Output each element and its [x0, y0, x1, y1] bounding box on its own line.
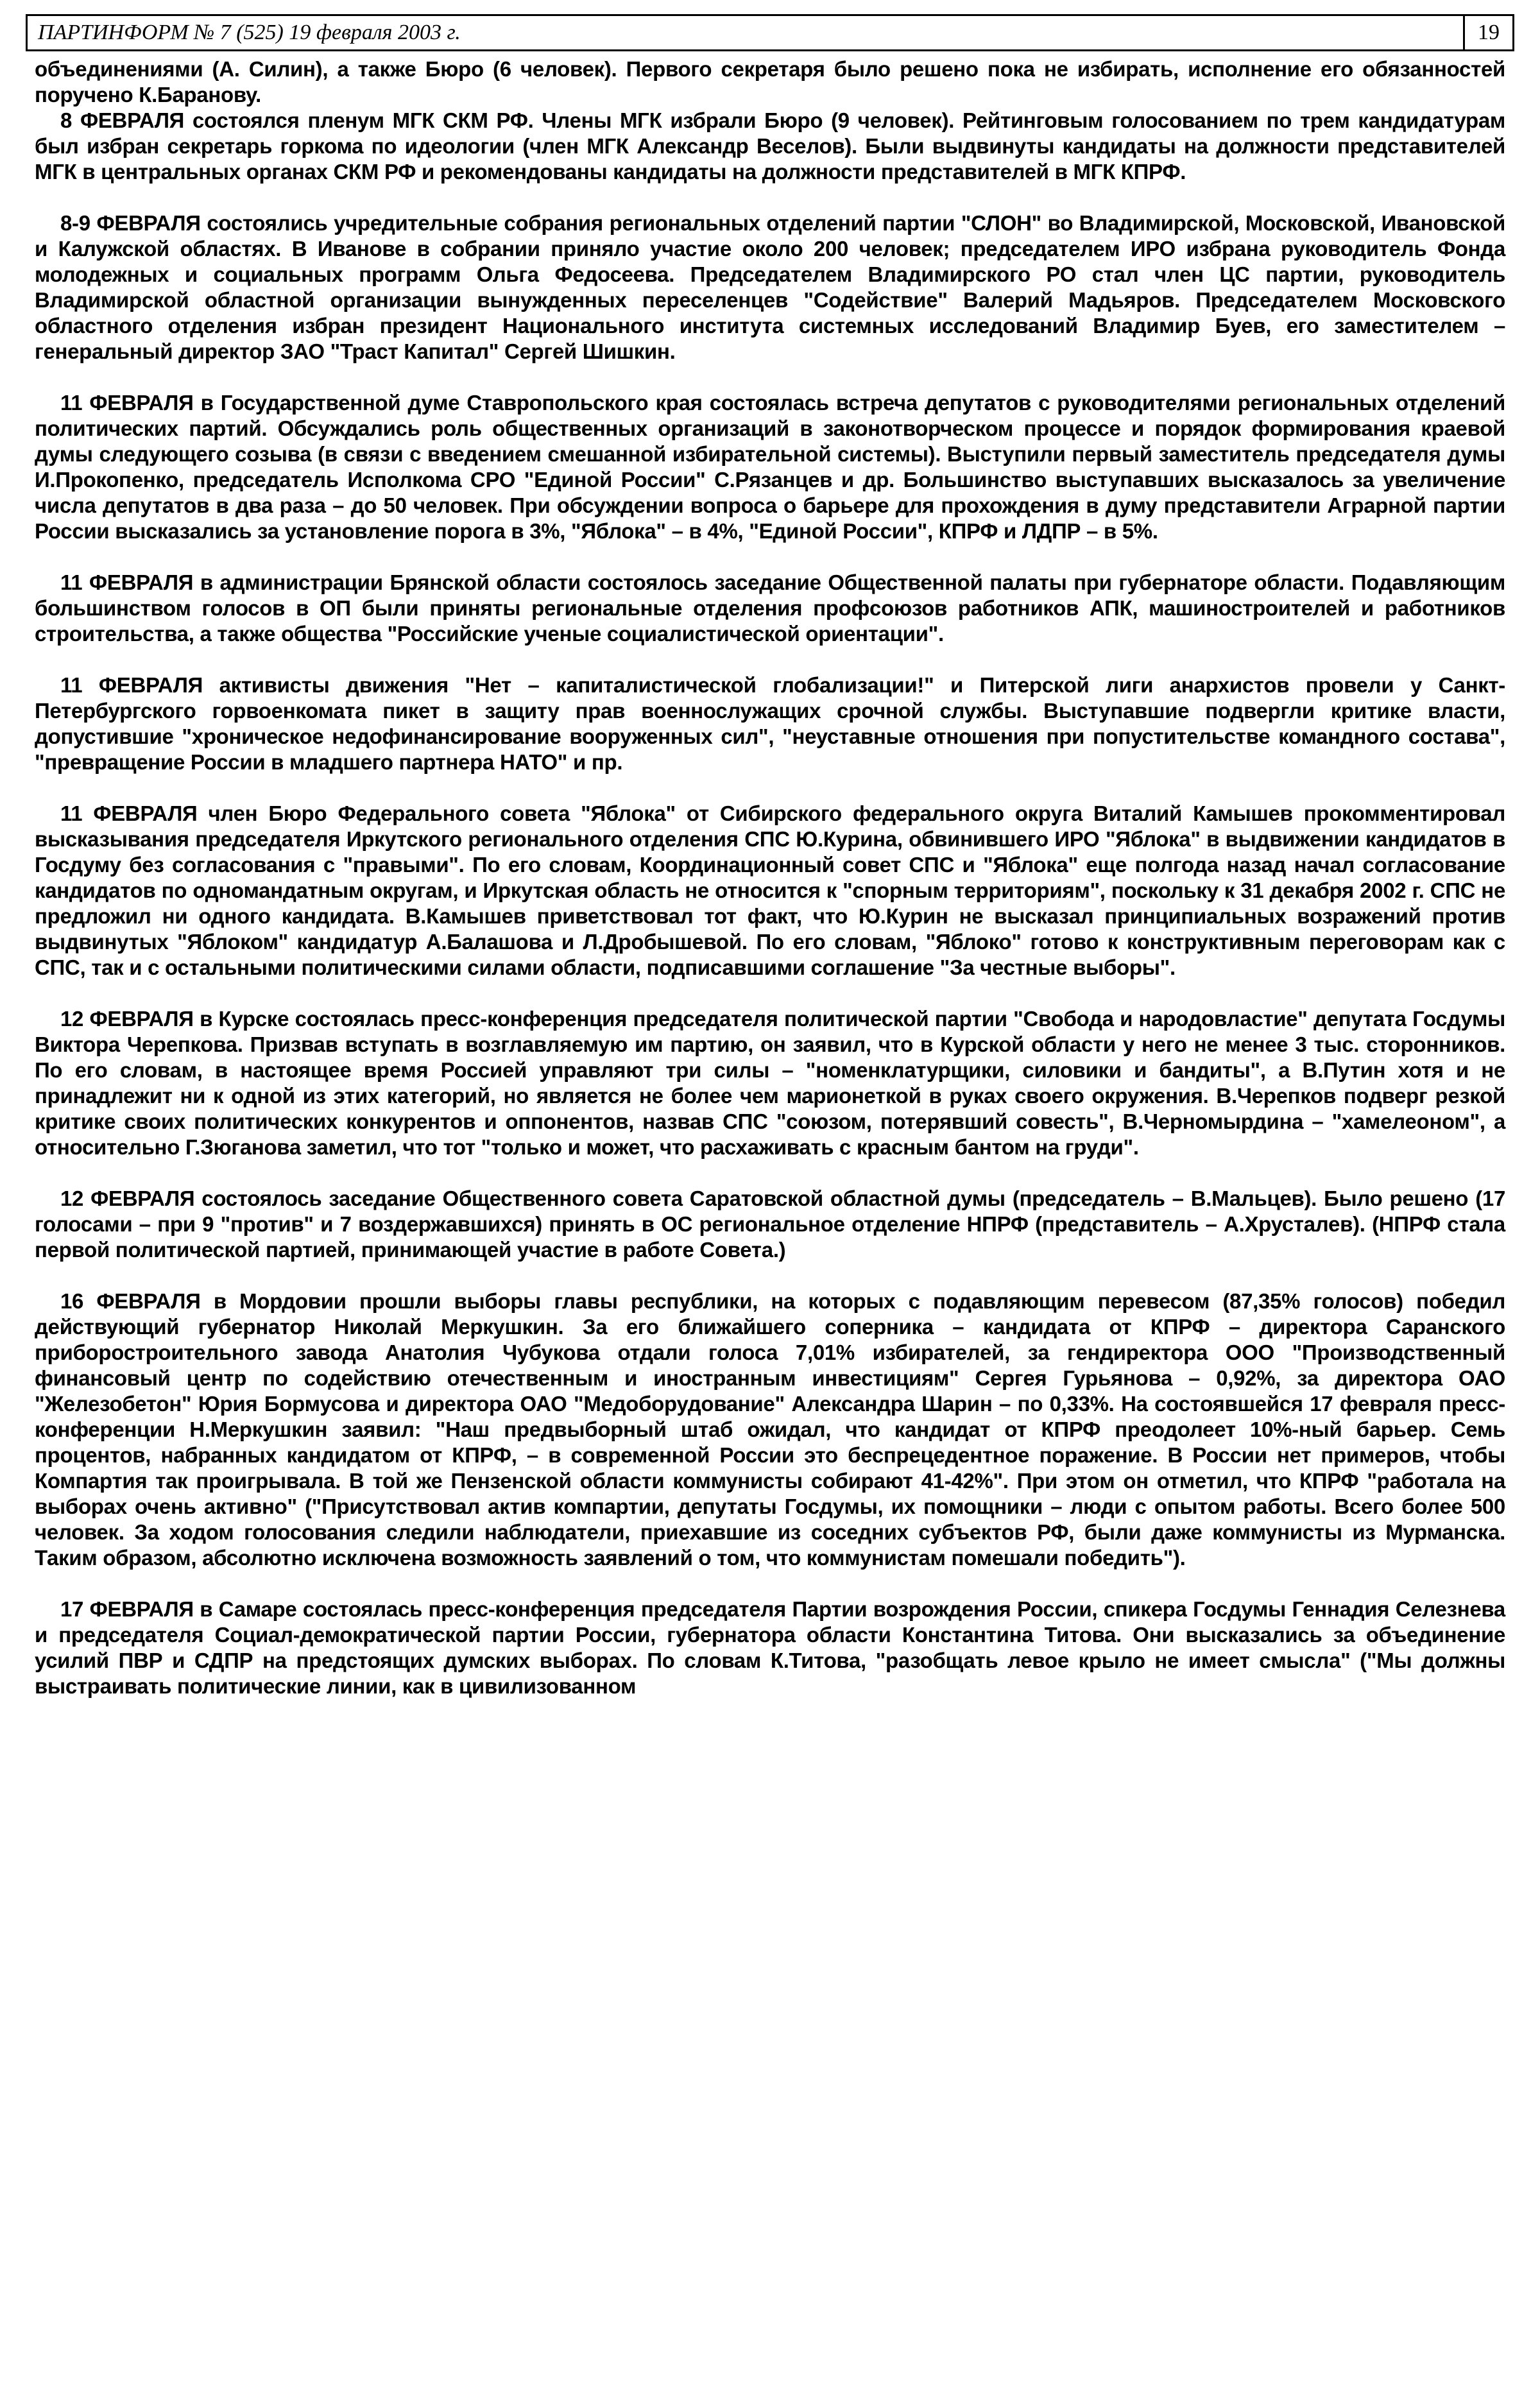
page-header [26, 14, 1514, 51]
paragraph: 11 ФЕВРАЛЯ член Бюро Федерального совета "Яблока" от Сибирского федерального округа Виталий Камышев прокомментировал высказывания председателя Иркутского регионального отделения СПС Ю.Курина, обвинившего ИРО "Яблока" в выдвижении кандидатов в Госдуму без согласования с "правыми". По его словам, Координационный совет СПС и "Яблока" еще полгода назад начал согласование кандидатов по одномандатным округам, и Иркутская область не относится к "спорным территориям", поскольку к 31 декабря 2002 г. СПС не предложил ни одного кандидата. В.Камышев приветствовал тот факт, что Ю.Курин не высказал принципиальных возражений против выдвинутых "Яблоком" кандидатур А.Балашова и Л.Дробышевой. По его словам, "Яблоко" готово к конструктивным переговорам как с СПС, так и с остальными политическими силами области, подписавшими соглашение "За честные выборы". [35, 801, 1505, 979]
paragraph: 16 ФЕВРАЛЯ в Мордовии прошли выборы главы республики, на которых с подавляющим перевесом (87,35% голосов) победил действующий губернатор Николай Меркушкин. За его ближайшего соперника – кандидата от КПРФ – директора Саранского приборостроительного завода Анатолия Чубукова отдали голоса 7,01% избирателей, за гендиректора ООО "Производственный финансовый центр по содействию отечественным и иностранным инвестициям" Сергея Гурьянова – 0,92%, за директора ОАО "Железобетон" Юрия Бормусова и директора ОАО "Медоборудование" Александра Шарин – по 0,33%. На состоявшейся 17 февраля пресс-конференции Н.Меркушкин заявил: "Наш предвыборный штаб ожидал, что кандидат от КПРФ преодолеет 10%-ный барьер. Семь процентов, набранных кандидатом от КПРФ, – в современной России это беспрецедентное поражение. В России нет примеров, чтобы Компартия так проигрывала. В той же Пензенской области коммунисты собирают 41-42%". При этом он отметил, что КПРФ "работала на выборах очень активно" ("Присутствовал актив компартии, депутаты Госдумы, их помощники – люди с опытом работы. Всего более 500 человек. За ходом голосования следили наблюдатели, приехавшие из соседних субъектов РФ, были даже коммунисты из Мурманска. Таким образом, абсолютно исключена возможность заявлений о том, что коммунистам помешали победить"). [35, 1289, 1505, 1570]
paragraph: 17 ФЕВРАЛЯ в Самаре состоялась пресс-конференция председателя Партии возрождения России, спикера Госдумы Геннадия Селезнева и председателя Социал-демократической партии России, губернатора области Константина Титова. Они высказались за объединение усилий ПВР и СДПР на предстоящих думских выборах. По словам К.Титова, "разобщать левое крыло не имеет смысла" ("Мы должны выстраивать политические линии, как в цивилизованном [35, 1597, 1505, 1698]
newsletter-title: ПАРТИНФОРМ № 7 (525) 19 февраля 2003 г. [28, 16, 1465, 49]
paragraph: 8-9 ФЕВРАЛЯ состоялись учредительные собрания региональных отделений партии "СЛОН" во Владимирской, Московской, Ивановской и Калужской областях. В Иванове в собрании приняло участие около 200 человек; председателем ИРО избрана руководитель Фонда молодежных и социальных программ Ольга Федосеева. Председателем Владимирского РО стал член ЦС партии, руководитель Владимирской областной организации вынужденных переселенцев "Содействие" Валерий Мадьяров. Председателем Московского областного отделения избран президент Национального института системных исследований Владимир Буев, его заместителем – генеральный директор ЗАО "Траст Капитал" Сергей Шишкин. [35, 211, 1505, 363]
page-number: 19 [1478, 21, 1500, 44]
paragraph: 11 ФЕВРАЛЯ в администрации Брянской области состоялось заседание Общественной палаты при губернаторе области. Подавляющим большинством голосов в ОП были приняты региональные отделения профсоюзов работников АПК, машиностроителей и работников строительства, а также общества "Российские ученые социалистической ориентации". [35, 570, 1505, 646]
paragraph: 12 ФЕВРАЛЯ в Курске состоялась пресс-конференция председателя политической партии "Свобода и народовластие" депутата Госдумы Виктора Черепкова. Призвав вступать в возглавляемую им партию, он заявил, что в Курской области у него не менее 3 тыс. сторонников. По его словам, в настоящее время Россией управляют три силы – "номенклатурщики, силовики и бандиты", а В.Путин хотя и не принадлежит ни к одной из этих категорий, но является не более чем марионеткой в руках своего окружения. В.Черепков подверг резкой критике своих политических конкурентов и оппонентов, назвав СПС "союзом, потерявший совесть", В.Черномырдина – "хамелеоном", а относительно Г.Зюганова заметил, что тот "только и может, что расхаживать с красным бантом на груди". [35, 1007, 1505, 1159]
paragraph: 11 ФЕВРАЛЯ активисты движения "Нет – капиталистической глобализации!" и Питерской лиги анархистов провели у Санкт-Петербургского горвоенкомата пикет в защиту прав военнослужащих срочной службы. Выступавшие подвергли критике власти, допустившие "хроническое недофинансирование вооруженных сил", "неуставные отношения при попустительстве командного состава", "превращение России в младшего партнера НАТО" и пр. [35, 673, 1505, 774]
paragraph: 12 ФЕВРАЛЯ состоялось заседание Общественного совета Саратовской областной думы (председатель – В.Мальцев). Было решено (17 голосами – при 9 "против" и 7 воздержавшихся) принять в ОС региональное отделение НПРФ (представитель – А.Хрусталев). (НПРФ стала первой политической партией, принимающей участие в работе Совета.) [35, 1187, 1505, 1262]
paragraph: объединениями (А. Силин), а также Бюро (6 человек). Первого секретаря было решено пока не избирать, исполнение его обязанностей поручено К.Баранову. [35, 57, 1505, 107]
article-body [26, 56, 1514, 1699]
paragraph: 8 ФЕВРАЛЯ состоялся пленум МГК СКМ РФ. Члены МГК избрали Бюро (9 человек). Рейтинговым голосованием по трем кандидатурам был избран секретарь горкома по идеологии (член МГК Александр Веселов). Были выдвинуты кандидаты на должности представителей МГК в центральных органах СКМ РФ и рекомендованы кандидаты на должности представителей в МГК КПРФ. [35, 108, 1505, 184]
paragraph: 11 ФЕВРАЛЯ в Государственной думе Ставропольского края состоялась встреча депутатов с руководителями региональных отделений политических партий. Обсуждались роль общественных организаций в законотворческом процессе и порядок формирования краевой думы следующего созыва (в связи с введением смешанной избирательной системы). Выступили первый заместитель председателя думы И.Прокопенко, председатель Исполкома СРО "Единой России" С.Рязанцев и др. Большинство выступавших высказалось за увеличение числа депутатов в два раза – до 50 человек. При обсуждении вопроса о барьере для прохождения в думу представители Аграрной партии России высказались за установление порога в 3%, "Яблока" – в 4%, "Единой России", КПРФ и ЛДПР – в 5%. [35, 391, 1505, 543]
